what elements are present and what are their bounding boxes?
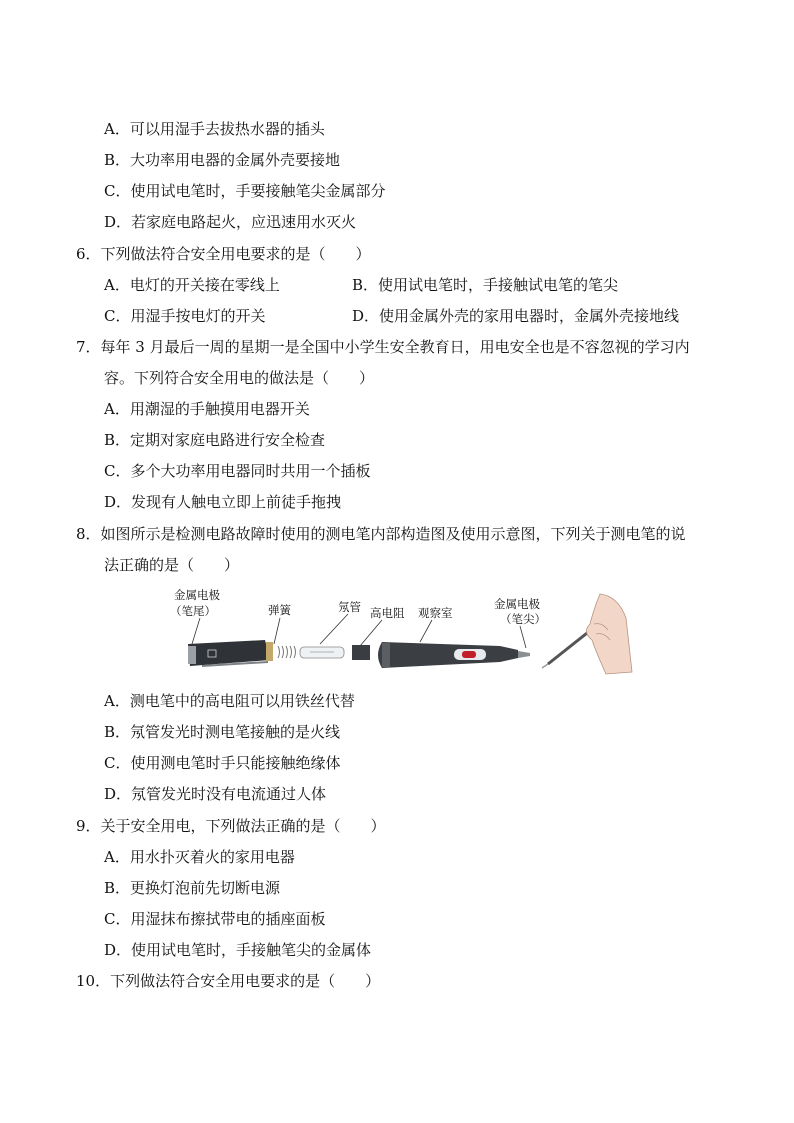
q8-option-c: C．使用测电笔时手只能接触绝缘体 bbox=[104, 754, 341, 772]
label-tip-electrode: 金属电极 bbox=[494, 597, 540, 611]
q10-stem: 10．下列做法符合安全用电要求的是（ ） bbox=[76, 972, 381, 990]
q7-option-d: D．发现有人触电立即上前徒手拖拽 bbox=[104, 493, 342, 511]
label-window: 观察室 bbox=[418, 606, 453, 620]
q9-stem: 9．关于安全用电，下列做法正确的是（ ） bbox=[76, 817, 386, 835]
q5-option-b: B．大功率用电器的金属外壳要接地 bbox=[104, 151, 341, 169]
q6-option-a: A．电灯的开关接在零线上 bbox=[104, 276, 280, 294]
q7-option-c: C．多个大功率用电器同时共用一个插板 bbox=[104, 462, 371, 480]
label-tail-electrode-note: （笔尾） bbox=[170, 604, 216, 618]
q9-option-b: B．更换灯泡前先切断电源 bbox=[104, 879, 281, 897]
spring bbox=[278, 646, 296, 658]
label-resistor: 高电阻 bbox=[370, 606, 405, 620]
label-tail-electrode: 金属电极 bbox=[174, 588, 220, 602]
hand-holding-pen bbox=[542, 594, 632, 674]
q6-stem: 6．下列做法符合安全用电要求的是（ ） bbox=[76, 245, 371, 263]
q6-option-d: D．使用金属外壳的家用电器时，金属外壳接地线 bbox=[352, 307, 680, 325]
neon-tube bbox=[300, 647, 344, 658]
pen-tail-cap bbox=[188, 640, 273, 666]
label-tip-electrode-note: （笔尖） bbox=[500, 612, 546, 626]
q8-stem-line1: 8．如图所示是检测电路故障时使用的测电笔内部构造图及使用示意图，下列关于测电笔的说 bbox=[76, 525, 686, 543]
q7-stem-line1: 7．每年 3 月最后一周的星期一是全国中小学生安全教育日，用电安全也是不容忽视的学习内 bbox=[76, 338, 690, 356]
q6-option-b: B．使用试电笔时，手接触试电笔的笔尖 bbox=[352, 276, 619, 294]
q5-option-a: A．可以用湿手去拔热水器的插头 bbox=[104, 120, 325, 138]
q8-option-d: D．氖管发光时没有电流通过人体 bbox=[104, 785, 327, 803]
pen-body bbox=[378, 642, 530, 668]
q7-option-b: B．定期对家庭电路进行安全检查 bbox=[104, 431, 326, 449]
q8-option-b: B．氖管发光时测电笔接触的是火线 bbox=[104, 723, 341, 741]
q8-option-a: A．测电笔中的高电阻可以用铁丝代替 bbox=[104, 692, 355, 710]
q9-option-d: D．使用试电笔时，手接触笔尖的金属体 bbox=[104, 941, 372, 959]
label-spring: 弹簧 bbox=[268, 603, 291, 617]
q9-option-a: A．用水扑灭着火的家用电器 bbox=[104, 848, 295, 866]
resistor bbox=[352, 645, 370, 660]
q7-option-a: A．用潮湿的手触摸用电器开关 bbox=[104, 400, 310, 418]
test-pen-figure bbox=[170, 588, 640, 680]
q7-stem-line2: 容。下列符合安全用电的做法是（ ） bbox=[104, 369, 375, 387]
q5-option-c: C．使用试电笔时，手要接触笔尖金属部分 bbox=[104, 182, 386, 200]
q5-option-d: D．若家庭电路起火，应迅速用水灭火 bbox=[104, 213, 357, 231]
q8-stem-line2: 法正确的是（ ） bbox=[104, 556, 240, 574]
q6-option-c: C．用湿手按电灯的开关 bbox=[104, 307, 266, 325]
q9-option-c: C．用湿抹布擦拭带电的插座面板 bbox=[104, 910, 326, 928]
label-neon-tube: 氖管 bbox=[338, 600, 361, 614]
